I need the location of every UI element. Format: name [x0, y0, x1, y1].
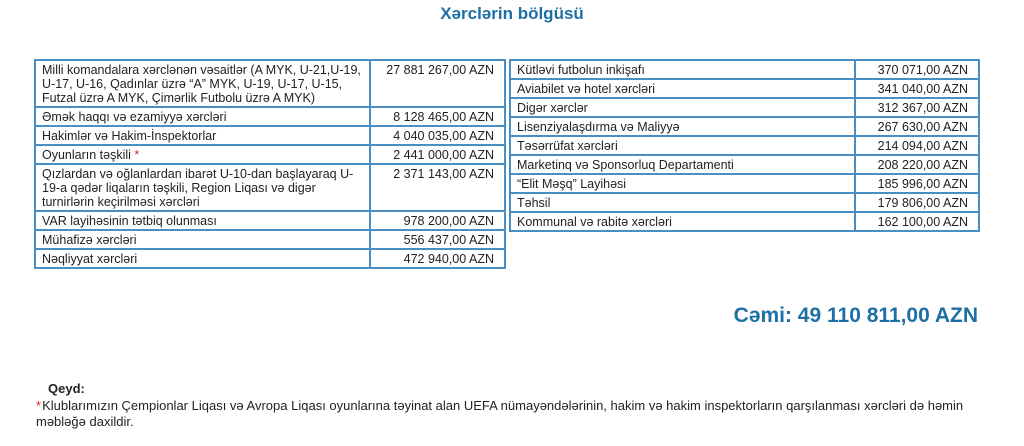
- expense-name: Kommunal və rabitə xərcləri: [510, 212, 855, 231]
- expense-name-cell: [35, 145, 370, 164]
- table-row: [35, 249, 505, 268]
- table-row: [35, 60, 505, 107]
- table-row: [510, 174, 979, 193]
- expense-name: Mühafizə xərcləri: [35, 230, 370, 249]
- expense-amount: 4 040 035,00 AZN: [370, 126, 505, 145]
- table-row: [510, 155, 979, 174]
- expense-amount: 472 940,00 AZN: [370, 249, 505, 268]
- table-row: [510, 60, 979, 79]
- table-row: [35, 164, 505, 211]
- total-amount: Cəmi: 49 110 811,00 AZN: [733, 304, 978, 327]
- expense-name: Aviabilet və hotel xərcləri: [510, 79, 855, 98]
- expense-amount: 370 071,00 AZN: [855, 60, 979, 79]
- expense-amount: 312 367,00 AZN: [855, 98, 979, 117]
- note-title: Qeyd:: [48, 381, 85, 396]
- expense-amount: 978 200,00 AZN: [370, 211, 505, 230]
- note-body: [36, 398, 996, 430]
- expense-amount: 267 630,00 AZN: [855, 117, 979, 136]
- expense-name: VAR layihəsinin tətbiq olunması: [35, 211, 370, 230]
- expense-name: Əmək haqqı və ezamiyyə xərcləri: [35, 107, 370, 126]
- expense-amount: 162 100,00 AZN: [855, 212, 979, 231]
- expense-amount: 2 371 143,00 AZN: [370, 164, 505, 211]
- expense-name: Nəqliyyat xərcləri: [35, 249, 370, 268]
- page-title: Xərclərin bölgüsü: [440, 4, 584, 23]
- expense-amount: 2 441 000,00 AZN: [370, 145, 505, 164]
- note-text: Klublarımızın Çempionlar Liqası və Avropa Liqası oyunlarına təyinat alan UEFA nümayəndələrinin, hakim və hakim inspektorların qarşılanması xərcləri də həmin məbləğə daxildir.: [36, 398, 964, 429]
- table-row: [35, 126, 505, 145]
- expense-name: Kütləvi futbolun inkişafı: [510, 60, 855, 79]
- expense-amount: 8 128 465,00 AZN: [370, 107, 505, 126]
- table-row: [35, 107, 505, 126]
- expense-name: Hakimlər və Hakim-İnspektorlar: [35, 126, 370, 145]
- table-row: [35, 230, 505, 249]
- table-row: [510, 117, 979, 136]
- table-row: [35, 211, 505, 230]
- expense-amount: 556 437,00 AZN: [370, 230, 505, 249]
- table-row: [510, 212, 979, 231]
- expenses-table-right: [509, 59, 980, 232]
- table-row: [510, 136, 979, 155]
- expense-name: Lisenziyalaşdırma və Maliyyə: [510, 117, 855, 136]
- footnote-marker: *: [134, 148, 140, 162]
- table-row: [510, 193, 979, 212]
- expense-name: Oyunların təşkili: [42, 148, 131, 162]
- expenses-table-left: [34, 59, 506, 269]
- expense-amount: 185 996,00 AZN: [855, 174, 979, 193]
- expense-amount: 341 040,00 AZN: [855, 79, 979, 98]
- expense-amount: 179 806,00 AZN: [855, 193, 979, 212]
- expense-amount: 208 220,00 AZN: [855, 155, 979, 174]
- expense-name: Qızlardan və oğlanlardan ibarət U-10-dan başlayaraq U-19-a qədər liqaların təşkili, Region Liqası və digər turnirlərin keçirilməsi xərcləri: [35, 164, 370, 211]
- expense-name: Digər xərclər: [510, 98, 855, 117]
- expense-name: Milli komandalara xərclənən vəsaitlər (A MYK, U-21,U-19, U-17, U-16, Qadınlar üzrə “A” MYK, U-19, U-17, U-15, Futzal üzrə A MYK, Çimərlik Futbolu üzrə A MYK): [35, 60, 370, 107]
- expense-amount: 214 094,00 AZN: [855, 136, 979, 155]
- expense-name: Təsərrüfat xərcləri: [510, 136, 855, 155]
- expense-name: “Elit Məşq” Layihəsi: [510, 174, 855, 193]
- table-row: [35, 145, 505, 164]
- expense-name: Marketinq və Sponsorluq Departamenti: [510, 155, 855, 174]
- table-row: [510, 79, 979, 98]
- expense-name: Təhsil: [510, 193, 855, 212]
- footnote-marker: *: [36, 398, 42, 413]
- table-row: [510, 98, 979, 117]
- expense-amount: 27 881 267,00 AZN: [370, 60, 505, 107]
